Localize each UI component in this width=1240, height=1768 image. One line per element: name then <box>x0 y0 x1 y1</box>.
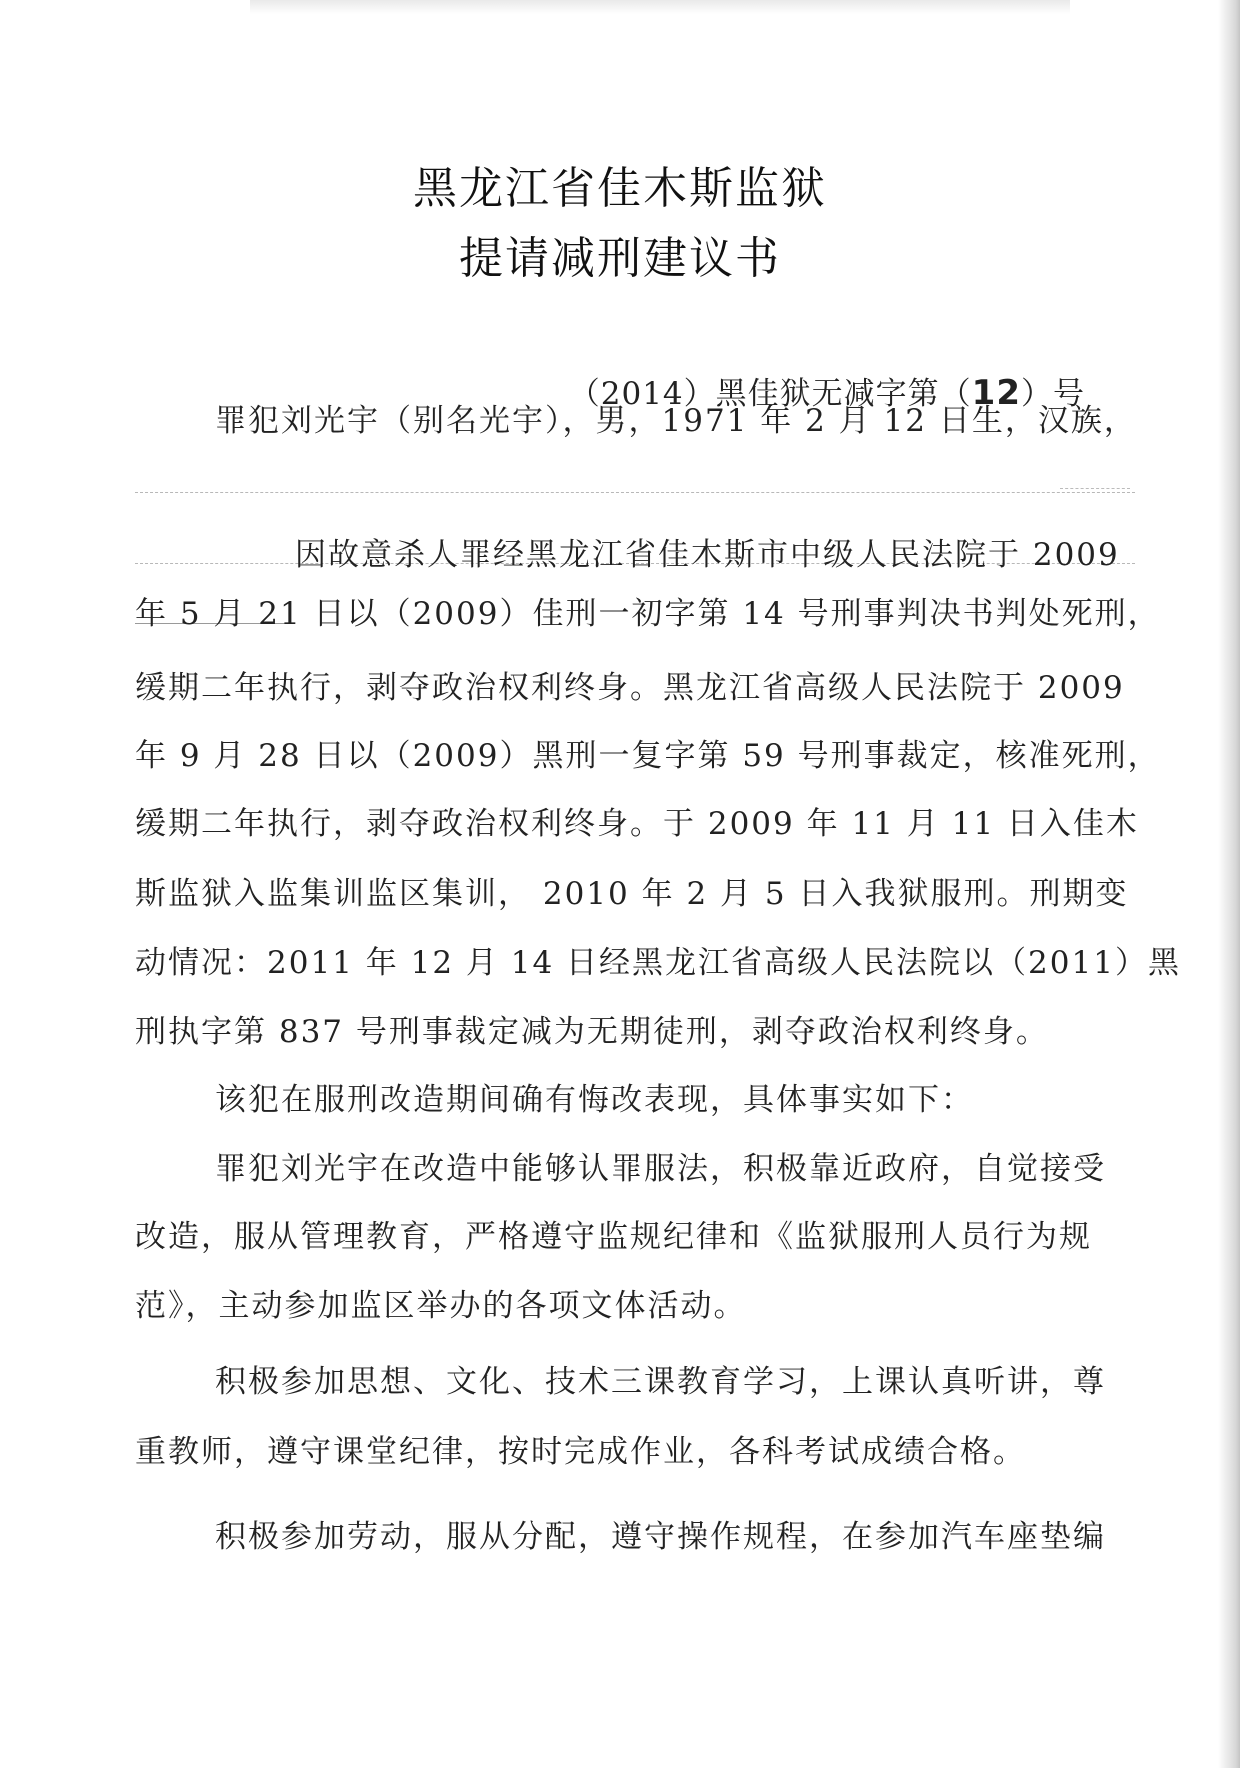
redacted-area <box>1060 440 1130 489</box>
body-line: 罪犯刘光宇在改造中能够认罪服法，积极靠近政府，自觉接受 <box>215 1151 1106 1187</box>
body-line: 年 5 月 21 日以（2009）佳刑一初字第 14 号刑事判决书判处死刑， <box>135 596 1161 632</box>
body-line: 斯监狱入监集训监区集训， 2010 年 2 月 5 日入我狱服刑。刑期变 <box>135 876 1129 912</box>
body-line: 改造，服从管理教育，严格遵守监规纪律和《监狱服刑人员行为规 <box>135 1219 1092 1255</box>
body-line: 积极参加劳动，服从分配，遵守操作规程，在参加汽车座垫编 <box>215 1519 1106 1555</box>
body-line: 罪犯刘光宇（别名光宇），男，1971 年 2 月 12 日生，汉族， <box>215 403 1137 439</box>
body-line: 刑执字第 837 号刑事裁定减为无期徒刑，剥夺政治权利终身。 <box>135 1014 1049 1050</box>
doc-number-value: 12 <box>971 373 1021 413</box>
scan-shadow-top <box>250 0 1070 14</box>
body-line: 因故意杀人罪经黑龙江省佳木斯市中级人民法院于 2009 <box>295 537 1120 573</box>
body-line: 缓期二年执行，剥夺政治权利终身。于 2009 年 11 月 11 日入佳木 <box>135 806 1139 842</box>
body-line: 范》，主动参加监区举办的各项文体活动。 <box>135 1288 747 1324</box>
doc-number-prefix: （2014）黑佳狱无减字第（ <box>568 376 972 412</box>
doc-number-suffix: ）号 <box>1021 376 1085 412</box>
body-line: 该犯在服刑改造期间确有悔改表现，具体事实如下： <box>215 1082 974 1118</box>
body-line: 缓期二年执行，剥夺政治权利终身。黑龙江省高级人民法院于 2009 <box>135 670 1125 706</box>
document-title-line1: 黑龙江省佳木斯监狱 <box>413 163 827 214</box>
body-line: 动情况：2011 年 12 月 14 日经黑龙江省高级人民法院以（2011）黑 <box>135 945 1181 981</box>
body-line: 积极参加思想、文化、技术三课教育学习，上课认真听讲，尊 <box>215 1364 1106 1400</box>
document-title-line2: 提请减刑建议书 <box>459 233 781 284</box>
body-line: 重教师，遵守课堂纪律，按时完成作业，各科考试成绩合格。 <box>135 1434 1026 1470</box>
body-line: 年 9 月 28 日以（2009）黑刑一复字第 59 号刑事裁定，核准死刑， <box>135 738 1161 774</box>
